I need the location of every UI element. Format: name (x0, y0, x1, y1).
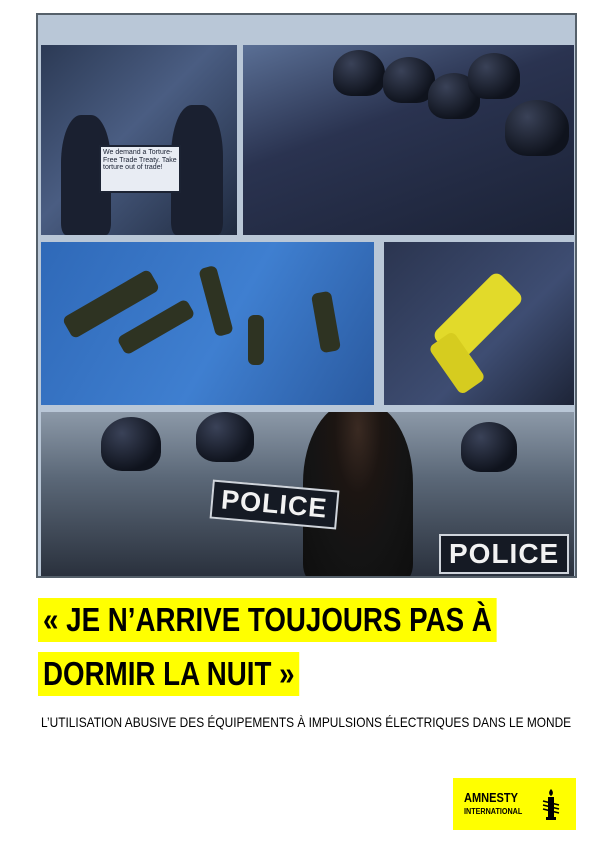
protest-sign (99, 145, 181, 193)
helmet-icon (333, 50, 385, 96)
helmet-icon (468, 53, 520, 99)
police-shield-label: POLICE (210, 480, 339, 530)
logo-org: INTERNATIONAL (464, 807, 523, 816)
amnesty-logo (453, 778, 576, 830)
candle-barbed-wire-icon (541, 788, 561, 821)
stun-gun-icon (248, 315, 264, 365)
logo-name: AMNESTY (464, 790, 519, 805)
police-shield-label: POLICE (439, 534, 569, 574)
protest-sign-text: We demand a Torture-Free Trade Treaty. Take torture out of trade! (103, 149, 177, 172)
helmet-icon (461, 422, 517, 472)
stun-baton-icon (198, 265, 234, 337)
riot-police-photo (243, 45, 574, 235)
report-subtitle: L’UTILISATION ABUSIVE DES ÉQUIPEMENTS À IMPULSIONS ÉLECTRIQUES DANS LE MONDE (41, 714, 572, 730)
protest-photo (41, 45, 237, 235)
helmet-icon (196, 412, 254, 462)
electric-devices-photo (41, 242, 374, 405)
cover-photo-collage (36, 13, 577, 578)
report-title-line-2: DORMIR LA NUIT » (38, 652, 300, 696)
taser-photo (384, 242, 574, 405)
police-line-photo (41, 412, 574, 576)
helmet-icon (505, 100, 569, 156)
stun-gun-icon (311, 291, 341, 354)
helmet-icon (101, 417, 161, 471)
report-title-line-1: « JE N’ARRIVE TOUJOURS PAS À (38, 598, 497, 642)
